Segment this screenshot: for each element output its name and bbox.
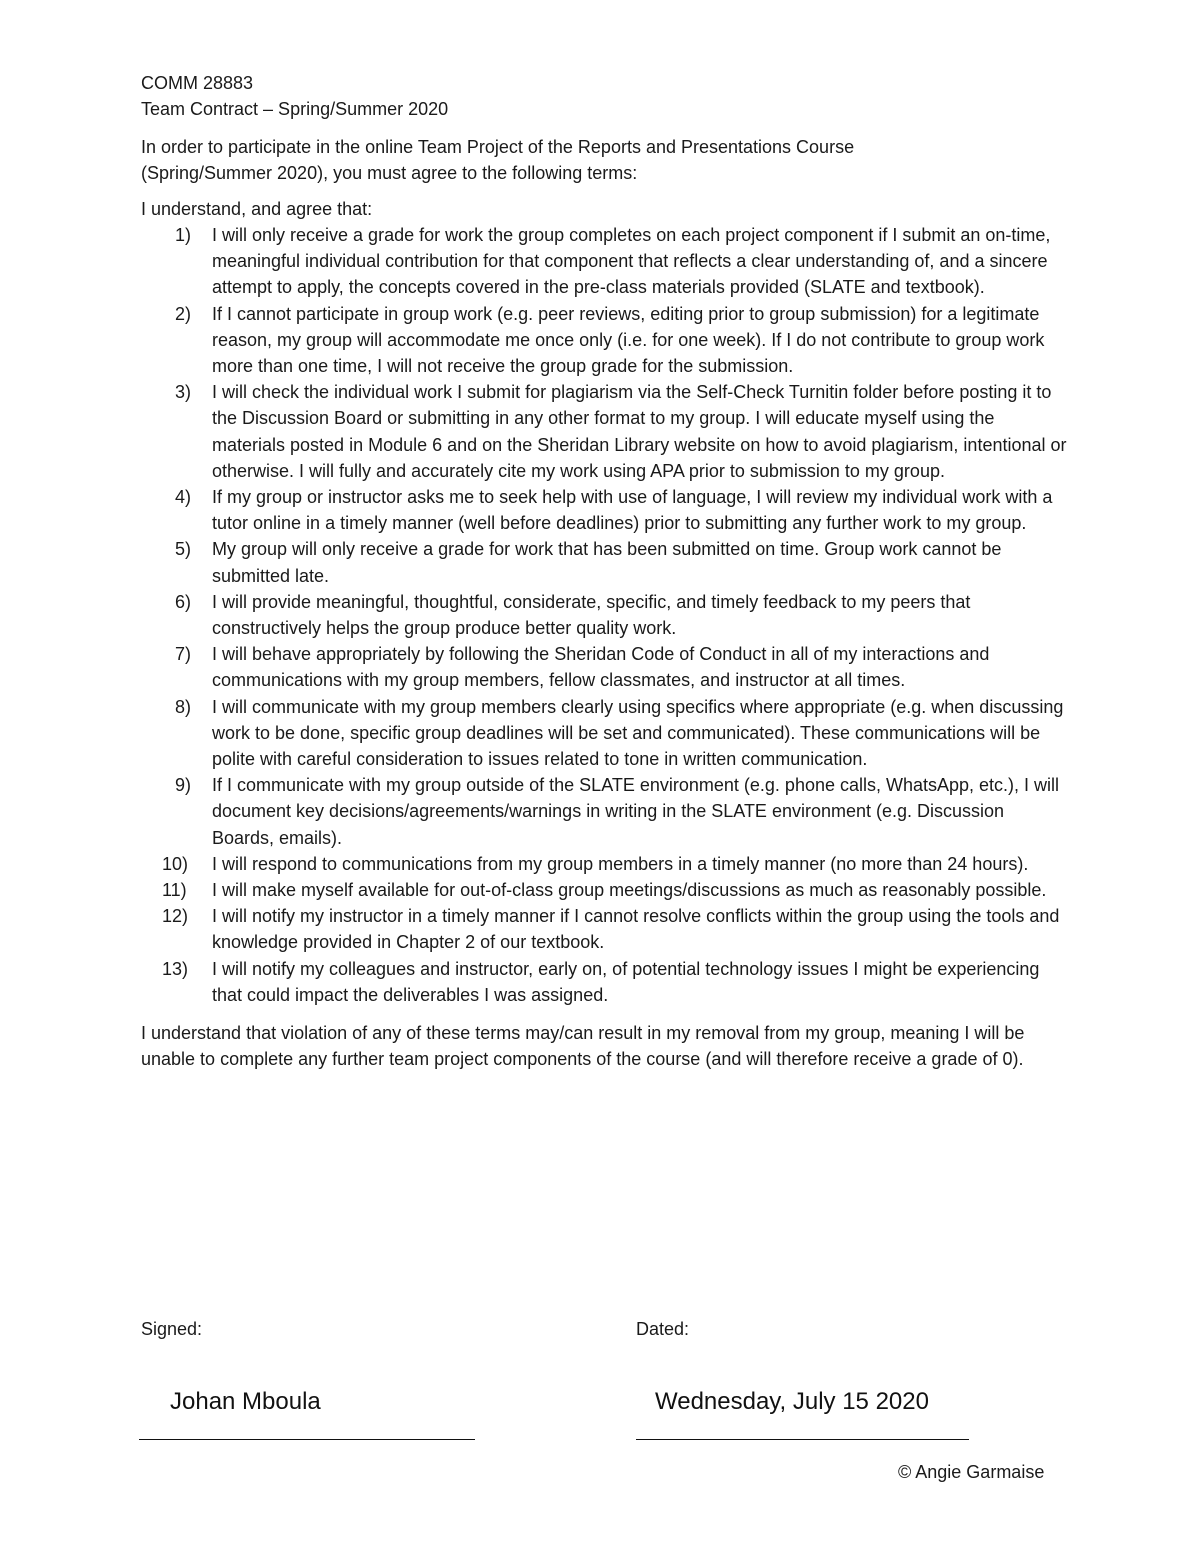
term-item — [141, 694, 1071, 773]
term-number: 12) — [162, 906, 189, 927]
term-text: I will communicate with my group members clearly using specifics where appropriate (e.g. when discussing work to be done, specific group deadlines will be set and communicated). These communications will be polite with careful consideration to issues related to tone in written communication. — [212, 696, 1064, 770]
term-number: 1) — [175, 225, 192, 245]
agree-lead: I understand, and agree that: — [141, 199, 373, 219]
term-number: 2) — [175, 303, 192, 324]
term-number: 10) — [162, 853, 189, 874]
course-code: COMM 28883 — [141, 73, 254, 93]
signed-date: Wednesday, July 15 2020 — [655, 1388, 929, 1415]
term-number: 8) — [175, 696, 192, 717]
term-number: 5) — [175, 539, 192, 560]
term-item — [141, 379, 1071, 484]
term-text: If I communicate with my group outside of the SLATE environment (e.g. phone calls, WhatsApp, etc.), I will document key decisions/agreements/warnings in writing in the SLATE environment (e.g. Discussion Boards, emails). — [212, 775, 1060, 848]
term-text: I will respond to communications from my group members in a timely manner (no more than 24 hours). — [212, 853, 1029, 874]
term-item — [141, 877, 1071, 903]
term-text: I will only receive a grade for work the group completes on each project component if I submit an on-time, meaningful individual contribution for that component that reflects a clear understanding of, and a sincere attempt to apply, the concepts covered in the pre-class materials provided (SLATE and textbook). — [212, 225, 1051, 298]
term-text: I will provide meaningful, thoughtful, considerate, specific, and timely feedback to my peers that constructively helps the group produce better quality work. — [212, 591, 971, 639]
copyright-notice: © Angie Garmaise — [898, 1462, 1045, 1482]
document-title: Team Contract – Spring/Summer 2020 — [141, 99, 449, 119]
term-item — [141, 484, 1071, 536]
term-item — [141, 536, 1071, 588]
intro-line-1: In order to participate in the online Team Project of the Reports and Presentations Course — [141, 137, 855, 157]
term-text: I will check the individual work I submit for plagiarism via the Self-Check Turnitin folder before posting it to the Discussion Board or submitting in any other format to my group. I will educate myself using the materials posted in Module 6 and on the Sheridan Library website on how to avoid plagiarism, intentional or otherwise. I will fully and accurately cite my work using APA prior to submission to my group. — [212, 382, 1067, 481]
closing-statement: I understand that violation of any of these terms may/can result in my removal from my group, meaning I will be unable to complete any further team project components of the course (and will therefore receive a grade of 0). — [141, 1023, 1025, 1070]
term-item — [141, 222, 1071, 301]
term-number: 7) — [175, 644, 192, 665]
dated-label: Dated: — [636, 1319, 690, 1339]
term-text: If I cannot participate in group work (e.g. peer reviews, editing prior to group submission) for a legitimate reason, my group will accommodate me once only (i.e. for one week). If I do not contribute to group work more than one time, I will not receive the group grade for the submission. — [212, 303, 1045, 377]
term-item — [141, 301, 1071, 380]
term-number: 11) — [162, 880, 187, 901]
term-number: 13) — [162, 958, 189, 979]
term-number: 9) — [175, 775, 192, 796]
term-text: I will behave appropriately by following the Sheridan Code of Conduct in all of my interactions and communications with my group members, fellow classmates, and instructor at all times. — [212, 644, 990, 691]
signature-labels — [141, 1316, 1071, 1342]
intro-line-2: (Spring/Summer 2020), you must agree to the following terms: — [141, 163, 638, 183]
term-text: My group will only receive a grade for work that has been submitted on time. Group work cannot be submitted late. — [212, 539, 1002, 586]
signed-label: Signed: — [141, 1319, 203, 1339]
term-text: I will notify my colleagues and instructor, early on, of potential technology issues I might be experiencing that could impact the deliverables I was assigned. — [212, 958, 1040, 1005]
term-item — [141, 903, 1071, 955]
term-item — [141, 956, 1071, 1008]
term-item — [141, 772, 1071, 851]
signature-line — [139, 1439, 475, 1440]
date-line — [636, 1439, 969, 1440]
term-item — [141, 589, 1071, 641]
term-item — [141, 851, 1071, 877]
term-text: I will notify my instructor in a timely manner if I cannot resolve conflicts within the group using the tools and knowledge provided in Chapter 2 of our textbook. — [212, 906, 1060, 953]
terms-list — [141, 222, 1071, 1008]
term-text: If my group or instructor asks me to seek help with use of language, I will review my individual work with a tutor online in a timely manner (well before deadlines) prior to submitting any further work to my group. — [212, 487, 1053, 534]
term-text: I will make myself available for out-of-class group meetings/discussions as much as reasonably possible. — [212, 880, 1047, 901]
term-number: 3) — [175, 382, 192, 403]
term-number: 4) — [175, 487, 192, 508]
signer-name: Johan Mboula — [170, 1388, 321, 1415]
term-number: 6) — [175, 591, 192, 612]
term-item — [141, 641, 1071, 693]
contract-body — [141, 70, 1071, 1072]
